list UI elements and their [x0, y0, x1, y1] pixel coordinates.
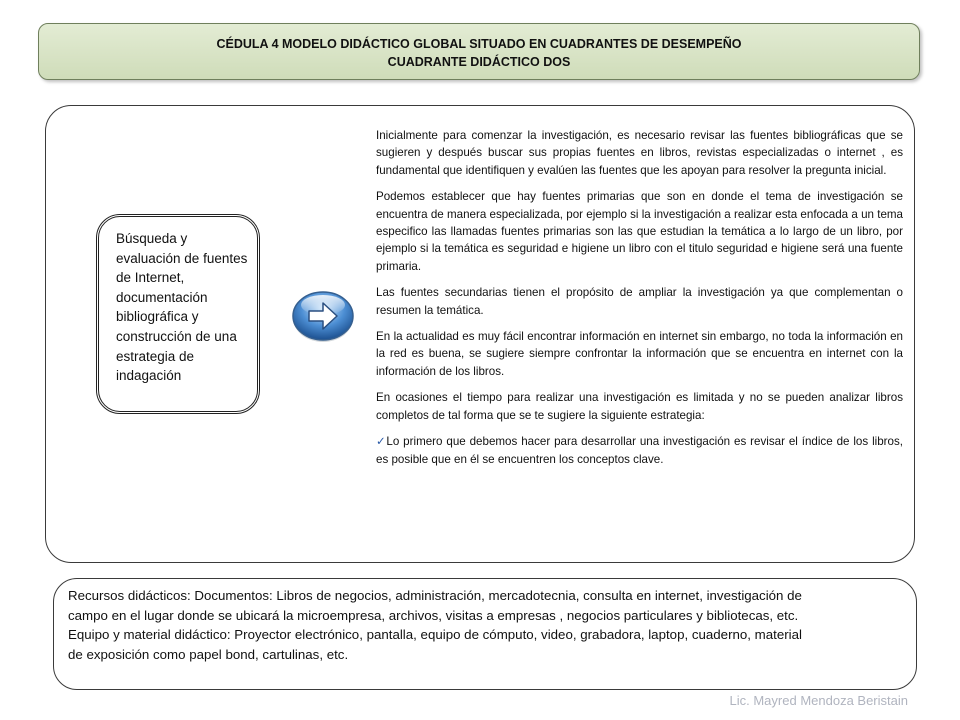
resources-line-2: campo en el lugar donde se ubicará la microempresa, archivos, visitas a empresas , negocios particulares y bibliotecas, etc. — [68, 607, 799, 623]
header-banner — [38, 23, 920, 80]
header-title-line2: CUADRANTE DIDÁCTICO DOS — [387, 55, 571, 69]
resources-line-3: Equipo y material didáctico: Proyector electrónico, pantalla, equipo de cómputo, video, grabadora, laptop, cuaderno, material — [68, 627, 802, 643]
check-item-text: Lo primero que debemos hacer para desarrollar una investigación es revisar el índice de los libros, es posible que en él se encuentren los conceptos clave. — [376, 435, 903, 466]
right-arrow-icon[interactable] — [291, 290, 355, 344]
resources-text — [68, 586, 906, 664]
paragraph-3: Las fuentes secundarias tienen el propósito de ampliar la investigación ya que complementan o resumen la temática. — [376, 286, 903, 317]
paragraph-2: Podemos establecer que hay fuentes primarias que son en donde el tema de investigación se encuentra de manera especializada, por ejemplo si la investigación a realizar esta enfocada a un tema especifico las llamadas fuentes primarias son las que estudian la temática a lo largo de un libro, por ejemplo si la temática es seguridad e higiene un libro con el titulo seguridad e higiene será una fuente primaria. — [376, 190, 903, 273]
resources-line-4: de exposición como papel bond, cartulinas, etc. — [68, 646, 349, 662]
paragraph-5: En ocasiones el tiempo para realizar una investigación es limitada y no se pueden analizar libros completos de tal forma que se te sugiere la siguiente estrategia: — [376, 391, 903, 422]
check-list-item — [376, 433, 903, 468]
body-text — [376, 127, 903, 477]
topic-text: Búsqueda y evaluación de fuentes de Internet, documentación bibliográfica y construcción de una estrategia de indagación — [116, 231, 248, 384]
paragraph-1: Inicialmente para comenzar la investigación, es necesario revisar las fuentes bibliográficas que se sugieren y después buscar sus propias fuentes en libros, revistas especializadas o internet , es fundamental que identifiquen y evalúen las fuentes que les apoyan para resolver la pregunta inicial. — [376, 129, 903, 177]
paragraph-4: En la actualidad es muy fácil encontrar información en internet sin embargo, no toda la información en la red es buena, se sugiere siempre confrontar la información que se encuentra en internet con la información de los libros. — [376, 330, 903, 378]
check-icon: ✓ — [376, 435, 387, 449]
author-credit: Lic. Mayred Mendoza Beristain — [729, 693, 908, 708]
resources-line-1: Recursos didácticos: Documentos: Libros de negocios, administración, mercadotecnia, consulta en internet, investigación de — [68, 588, 802, 603]
header-title-line1: CÉDULA 4 MODELO DIDÁCTICO GLOBAL SITUADO EN CUADRANTES DE DESEMPEÑO — [216, 37, 742, 51]
